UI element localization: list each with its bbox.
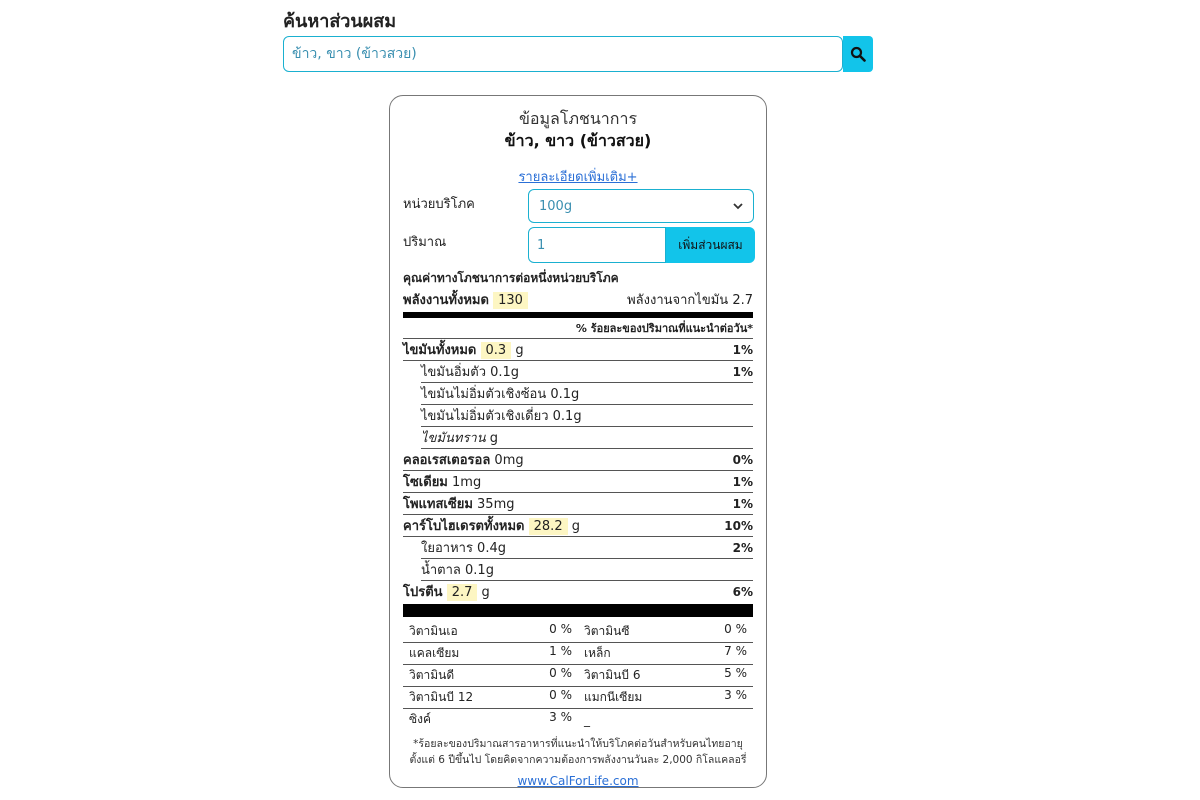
nutrient-row-sat-fat (421, 361, 753, 383)
divider-extra-thick (403, 604, 753, 617)
nutrient-pct: 1% (732, 496, 753, 511)
nutrient-value: 0.3 (481, 342, 512, 359)
nutrient-value: 0mg (494, 453, 524, 468)
serving-value: 100g (539, 198, 573, 214)
nutrient-row-fat (403, 339, 753, 361)
nutrient-pct: 6% (732, 584, 753, 599)
nutrient-value: 28.2 (529, 518, 568, 535)
more-details-link[interactable]: รายละเอียดเพิ่มเติม+ (518, 170, 638, 185)
quantity-label: ปริมาณ (403, 235, 447, 250)
nutrient-label: คาร์โบไฮเดรตทั้งหมด (403, 519, 525, 534)
nutrient-row-sugar (421, 559, 753, 581)
vitamin-pct: 5 % (724, 666, 747, 680)
site-link[interactable]: www.CalForLife.com (517, 774, 639, 788)
serving-label: หน่วยบริโภค (403, 197, 475, 212)
nutrient-unit: g (571, 519, 580, 534)
vitamin-row (403, 621, 753, 643)
nutrient-label: คลอเรสเตอรอล (403, 453, 491, 468)
nutrient-value: 2.7 (447, 584, 478, 601)
energy-row (403, 288, 753, 310)
nutrient-row-carbohydrate (403, 515, 753, 537)
add-ingredient-button[interactable]: เพิ่มส่วนผสม (666, 227, 755, 263)
nutrient-unit: g (481, 585, 490, 600)
nutrient-row-mono-fat (421, 405, 753, 427)
nutrient-unit: g (489, 431, 499, 446)
vitamin-label: _ (584, 712, 590, 727)
vitamin-label: วิตามินบี 6 (584, 668, 641, 682)
vitamin-label: วิตามินเอ (409, 624, 458, 638)
vitamin-row (403, 665, 753, 687)
nutrient-row-cholesterol (403, 449, 753, 471)
daily-value-header: % ร้อยละของปริมาณที่แนะนำต่อวัน* (403, 320, 753, 339)
footnote: *ร้อยละของปริมาณสารอาหารที่แนะนำให้บริโภคต่อวันสำหรับคนไทยอายุตั้งแต่ 6 ปีขึ้นไป โดยคิดจากความต้องการพลังงานวันละ 2,000 กิโลแคลอรี่ (409, 738, 747, 766)
vitamin-label: วิตามินซี (584, 624, 630, 638)
nutrient-unit: g (515, 343, 524, 358)
energy-from-fat: พลังงานจากไขมัน 2.7 (627, 292, 753, 308)
nutrient-row-protein (403, 581, 753, 602)
nutrient-label: ไขมันทราน (421, 431, 486, 446)
search-bar (283, 36, 873, 72)
label-title: ข้อมูลโภชนาการ (518, 109, 638, 128)
nutrient-pct: 0% (732, 452, 753, 467)
chevron-down-icon (733, 203, 743, 210)
food-name: ข้าว, ขาว (ข้าวสวย) (504, 131, 652, 150)
quantity-input[interactable] (528, 227, 666, 263)
vitamin-label: วิตามินดี (409, 668, 455, 682)
vitamin-row (403, 643, 753, 665)
vitamin-row (403, 709, 753, 730)
nutrition-label-card (389, 95, 767, 788)
vitamin-pct: 0 % (549, 688, 572, 702)
vitamin-label: แคลเซียม (409, 646, 460, 660)
nutrient-row-fiber (421, 537, 753, 559)
vitamin-row (403, 687, 753, 709)
vitamin-pct: 1 % (549, 644, 572, 658)
vitamin-label: วิตามินบี 12 (409, 690, 474, 704)
vitamin-pct: 0 % (549, 666, 572, 680)
divider-thick (403, 312, 753, 318)
nutrient-label: ใยอาหาร 0.4g (421, 541, 506, 556)
nutrient-label: ไขมันทั้งหมด (403, 343, 477, 358)
vitamin-label: ซิงค์ (409, 712, 432, 726)
nutrient-row-sodium (403, 471, 753, 493)
search-icon (850, 46, 866, 62)
nutrient-pct: 10% (724, 518, 753, 533)
nutrient-pct: 2% (732, 540, 753, 555)
nutrient-row-trans-fat (421, 427, 753, 449)
nutrient-label: น้ำตาล 0.1g (421, 563, 494, 578)
serving-select[interactable] (528, 189, 754, 223)
nutrient-value: 35mg (477, 497, 515, 512)
nutrient-row-potassium (403, 493, 753, 515)
search-title: ค้นหาส่วนผสม (283, 11, 397, 32)
nutrient-label: ไขมันไม่อิ่มตัวเชิงเดี่ยว 0.1g (421, 409, 582, 424)
search-input[interactable] (283, 36, 843, 72)
vitamin-table (403, 621, 753, 730)
nutrient-label: ไขมันไม่อิ่มตัวเชิงซ้อน 0.1g (421, 387, 580, 402)
energy-value: 130 (493, 292, 528, 309)
nutrient-value: 1mg (452, 475, 482, 490)
nutrient-label: โซเดียม (403, 475, 448, 490)
nutrient-row-poly-fat (421, 383, 753, 405)
nutrient-pct: 1% (732, 474, 753, 489)
nutrient-label: โพแทสเซียม (403, 497, 473, 512)
vitamin-pct: 3 % (724, 688, 747, 702)
vitamin-pct: 0 % (724, 622, 747, 636)
vitamin-label: แมกนีเซียม (584, 690, 643, 704)
vitamin-pct: 3 % (549, 710, 572, 724)
vitamin-pct: 0 % (549, 622, 572, 636)
energy-label: พลังงานทั้งหมด (403, 292, 489, 308)
nutrition-facts (403, 269, 753, 730)
nutrient-pct: 1% (732, 342, 753, 357)
vitamin-pct: 7 % (724, 644, 747, 658)
search-button[interactable] (843, 36, 873, 72)
per-serving-heading: คุณค่าทางโภชนาการต่อหนึ่งหน่วยบริโภค (403, 271, 619, 285)
vitamin-label: เหล็ก (584, 646, 611, 660)
nutrient-label: ไขมันอิ่มตัว 0.1g (421, 365, 520, 380)
nutrient-pct: 1% (732, 364, 753, 379)
nutrient-label: โปรตีน (403, 585, 443, 600)
